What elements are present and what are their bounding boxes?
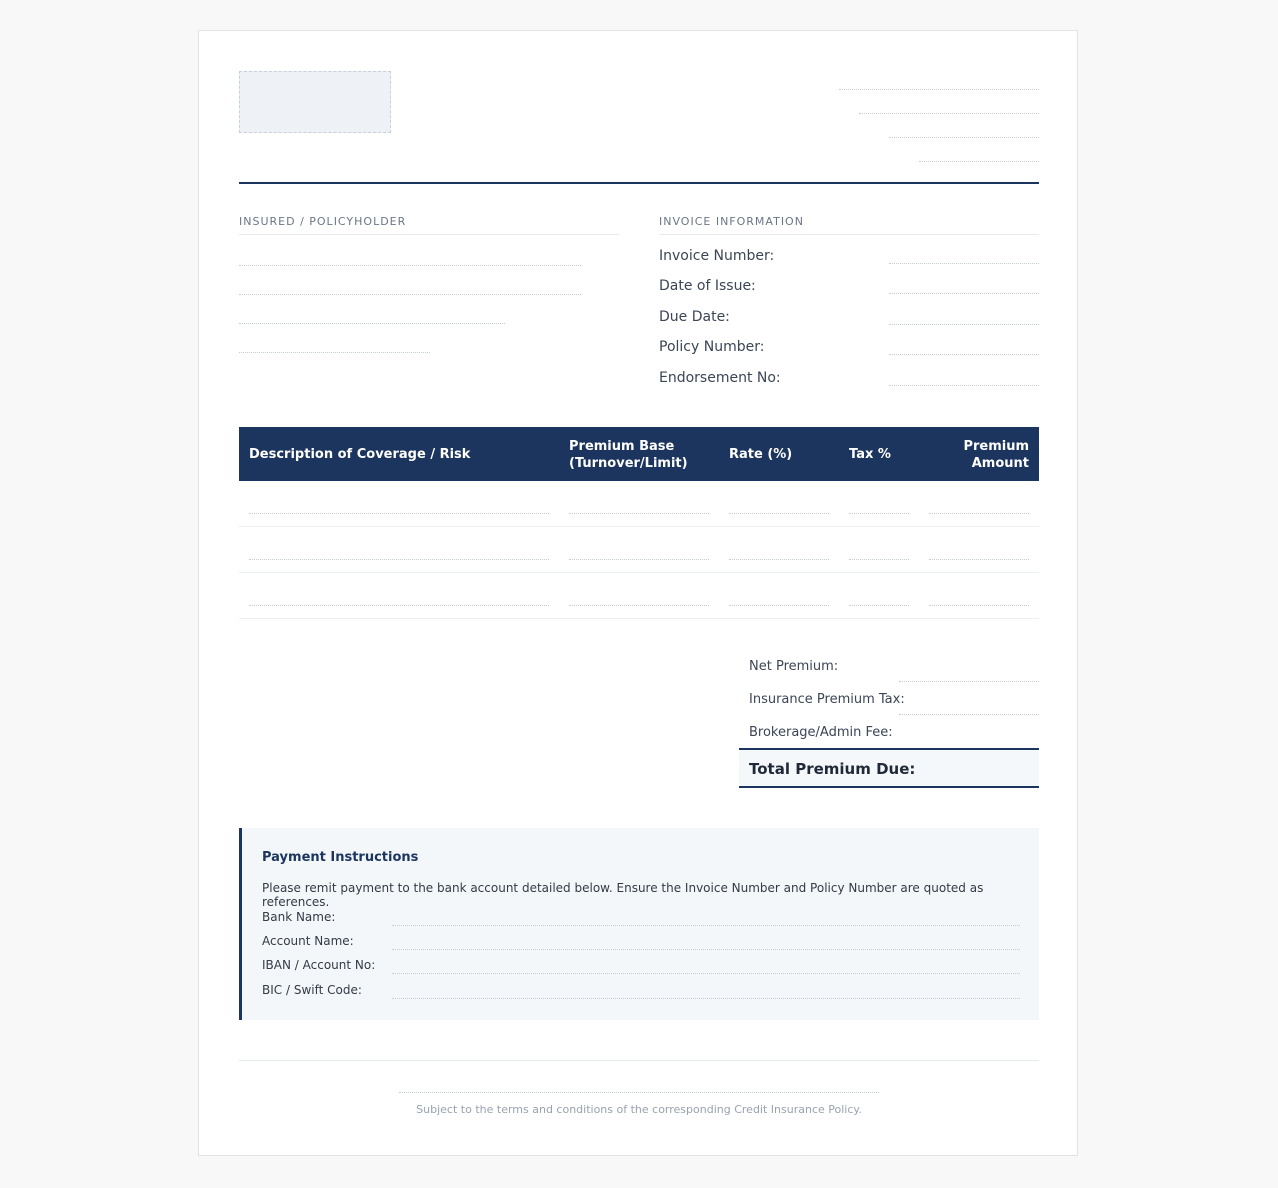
- col-description-header: Description of Coverage / Risk: [249, 447, 471, 462]
- row-3-rate-field[interactable]: [729, 605, 829, 606]
- policy-number-line: [889, 354, 1039, 355]
- table-row-divider: [239, 526, 1039, 527]
- col-amount-header-line1: Premium: [963, 439, 1029, 454]
- insured-section-title: INSURED / POLICYHOLDER: [239, 215, 407, 228]
- company-line-2: [859, 113, 1039, 114]
- account-name-label: Account Name:: [262, 934, 354, 948]
- table-row-divider: [239, 618, 1039, 619]
- brokerage-admin-fee-label: Brokerage/Admin Fee:: [749, 725, 893, 740]
- logo-placeholder: [239, 71, 391, 133]
- row-2-premium-base-field[interactable]: [569, 559, 709, 560]
- bic-swift-line: [392, 998, 1020, 999]
- insured-line-4: [239, 352, 430, 353]
- col-rate-header: Rate (%): [729, 447, 793, 462]
- row-1-rate-field[interactable]: [729, 513, 829, 514]
- row-1-description-field[interactable]: [249, 513, 549, 514]
- due-date-line: [889, 324, 1039, 325]
- table-row-divider: [239, 572, 1039, 573]
- total-premium-due-box: [739, 748, 1039, 788]
- company-line-4: [919, 161, 1039, 162]
- row-3-amount-field[interactable]: [929, 605, 1029, 606]
- col-premium-base-header-line1: Premium Base: [569, 439, 675, 454]
- row-1-amount-field[interactable]: [929, 513, 1029, 514]
- policy-number-label: Policy Number:: [659, 339, 765, 355]
- payment-instructions-box: [239, 828, 1039, 1020]
- footer-signature-line: [399, 1092, 879, 1093]
- net-premium-value-line: [899, 681, 1039, 682]
- invoice-page: [198, 30, 1078, 1156]
- row-3-description-field[interactable]: [249, 605, 549, 606]
- bic-swift-label: BIC / Swift Code:: [262, 983, 362, 997]
- row-1-tax-field[interactable]: [849, 513, 909, 514]
- account-name-line: [392, 949, 1020, 950]
- col-premium-base-header-line2: (Turnover/Limit): [569, 456, 688, 471]
- bank-name-line: [392, 925, 1020, 926]
- date-of-issue-line: [889, 293, 1039, 294]
- insurance-premium-tax-label: Insurance Premium Tax:: [749, 692, 905, 707]
- company-line-1: [839, 89, 1039, 90]
- col-tax-header: Tax %: [849, 447, 891, 462]
- insurance-premium-tax-value-line: [899, 714, 1039, 715]
- row-2-amount-field[interactable]: [929, 559, 1029, 560]
- insured-section-rule: [239, 234, 619, 235]
- col-amount-header-line2: Amount: [971, 456, 1029, 471]
- insured-line-3: [239, 323, 505, 324]
- col-amount-header: [963, 438, 1029, 472]
- iban-label: IBAN / Account No:: [262, 958, 376, 972]
- row-3-premium-base-field[interactable]: [569, 605, 709, 606]
- coverage-table-header: [239, 427, 1039, 481]
- footer-divider: [239, 1060, 1039, 1061]
- company-line-3: [889, 137, 1039, 138]
- endorsement-no-line: [889, 385, 1039, 386]
- total-premium-due-label: Total Premium Due:: [749, 760, 916, 778]
- footer-terms-text: Subject to the terms and conditions of the corresponding Credit Insurance Policy.: [416, 1103, 862, 1116]
- invoice-info-section-title: INVOICE INFORMATION: [659, 215, 804, 228]
- col-premium-base-header: [569, 438, 688, 472]
- insured-line-2: [239, 294, 581, 295]
- net-premium-label: Net Premium:: [749, 659, 839, 674]
- invoice-number-line: [889, 263, 1039, 264]
- payment-instructions-title: Payment Instructions: [262, 850, 419, 865]
- iban-line: [392, 973, 1020, 974]
- due-date-label: Due Date:: [659, 309, 730, 325]
- row-2-tax-field[interactable]: [849, 559, 909, 560]
- endorsement-no-label: Endorsement No:: [659, 370, 781, 386]
- row-1-premium-base-field[interactable]: [569, 513, 709, 514]
- invoice-number-label: Invoice Number:: [659, 248, 775, 264]
- insured-line-1: [239, 265, 581, 266]
- row-2-rate-field[interactable]: [729, 559, 829, 560]
- row-3-tax-field[interactable]: [849, 605, 909, 606]
- invoice-info-section-rule: [659, 234, 1039, 235]
- payment-instructions-text: Please remit payment to the bank account detailed below. Ensure the Invoice Number and Policy Number are quoted as references.: [262, 881, 984, 909]
- date-of-issue-label: Date of Issue:: [659, 278, 756, 294]
- header-divider: [239, 182, 1039, 184]
- row-2-description-field[interactable]: [249, 559, 549, 560]
- bank-name-label: Bank Name:: [262, 910, 336, 924]
